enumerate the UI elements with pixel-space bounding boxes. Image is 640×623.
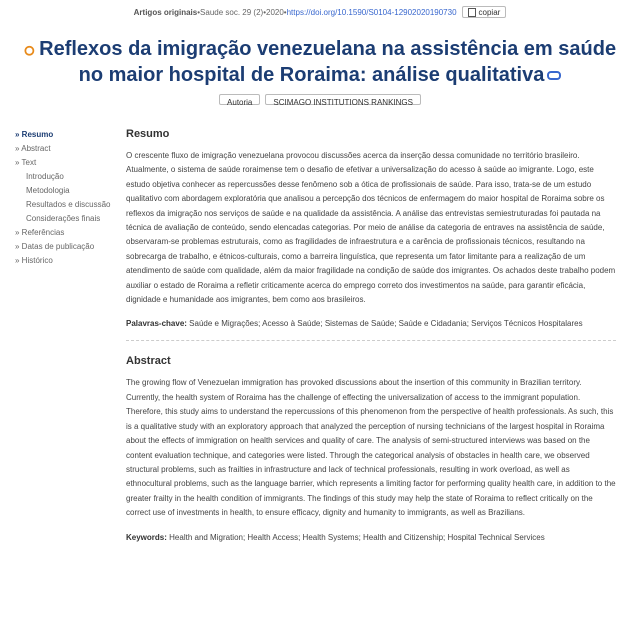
- article-main: [126, 128, 616, 544]
- abstract-keywords: [126, 531, 616, 544]
- meta-separator: •: [283, 7, 287, 17]
- nav-item-abstract[interactable]: » Abstract: [15, 144, 51, 153]
- keywords-label: Palavras-chave:: [126, 319, 187, 329]
- section-divider: [126, 340, 616, 341]
- section-label: Artigos originais: [133, 7, 198, 17]
- article-meta-bar: [0, 6, 640, 18]
- copy-icon: [468, 8, 476, 17]
- scimago-rankings-button[interactable]: SCIMAGO INSTITUTIONS RANKINGS: [265, 94, 421, 105]
- resumo-keywords: [126, 317, 616, 330]
- publication-year: 2020: [266, 7, 284, 17]
- resumo-section: [126, 128, 616, 330]
- nav-item-consideracoes[interactable]: Considerações finais: [26, 214, 101, 223]
- resumo-heading: Resumo: [126, 128, 170, 140]
- authorship-button[interactable]: Autoria: [219, 94, 260, 105]
- nav-item-historico[interactable]: » Histórico: [15, 256, 53, 265]
- article-title-block: [20, 36, 620, 88]
- journal-issue: Saude soc. 29 (2): [200, 7, 264, 17]
- abstract-heading: Abstract: [126, 355, 171, 368]
- abstract-section: [126, 355, 616, 543]
- nav-item-introducao[interactable]: Introdução: [26, 172, 64, 181]
- doi-link[interactable]: https://doi.org/10.1590/S0104-12902020190730: [286, 7, 457, 17]
- open-access-icon: ဝ: [23, 38, 36, 60]
- keywords-label: Keywords:: [126, 532, 167, 542]
- nav-item-datas[interactable]: » Datas de publicação: [15, 242, 95, 251]
- nav-item-referencias[interactable]: » Referências: [15, 228, 65, 237]
- meta-separator: •: [197, 7, 201, 17]
- nav-item-resultados[interactable]: Resultados e discussão: [26, 200, 111, 209]
- nav-item-resumo[interactable]: » Resumo: [15, 130, 54, 139]
- resumo-text: O crescente fluxo de imigração venezuelana provocou discussões acerca da inserção dessa comunidade no território brasileiro. Atualmente, o sistema de saúde roraimense tem o desafio de efetivar a universalização do acesso à saúde ao imigrante. Logo, este estudo objetiva conhecer as repercussões desse fenômeno sob a ótica de profissionais de saúde. Para isso, trata-se de um estudo qualitativo com abordagem exploratória que analisou a percepção dos técnicos de enfermagem do maior hospital de Roraima sobre os reflexos da imigração nos serviços de saúde e na qualidade da assistência. A análise das entrevistas semiestruturadas foi pautada na técnica de avaliação de conteúdo, sendo elencadas categorias. Por meio de análise da categoria de entraves na assistência de saúde, observaram-se problemas estruturais, como as fragilidades de infraestrutura e a carência de profissionais técnicos, resultando na sobrecarga de trabalho, e étnicos-culturais, como a barreira linguística, que representa um fator limitante para a realização de um atendimento de saúde com qualidade, além da maior fragilidade na condição de saúde dos imigrantes. Os achados deste trabalho podem auxiliar o estado de Roraima a refletir criticamente acerca do emprego correto dos investimentos na saúde, para garantir eficácia, dignidade e humanidade aos imigrantes, bem como aos brasileiros.: [126, 151, 616, 305]
- nav-item-metodologia[interactable]: Metodologia: [26, 186, 70, 195]
- article-title: Reflexos da imigração venezuelana na assistência em saúde no maior hospital de Roraima: análise qualitativa: [39, 38, 617, 86]
- article-sidebar-nav: [15, 128, 120, 268]
- nav-item-text[interactable]: » Text: [15, 158, 37, 167]
- article-actions: [0, 94, 640, 105]
- copy-doi-button[interactable]: [462, 6, 507, 18]
- permalink-icon[interactable]: [547, 71, 561, 80]
- meta-separator: •: [263, 7, 266, 17]
- keywords-text: Saúde e Migrações; Acesso à Saúde; Sistemas de Saúde; Saúde e Cidadania; Serviços Técnicos Hospitalares: [189, 319, 583, 329]
- keywords-text: Health and Migration; Health Access; Health Systems; Health and Citizenship; Hospital Technical Services: [169, 532, 545, 542]
- copy-button-label: copiar: [478, 7, 501, 17]
- abstract-text: The growing flow of Venezuelan immigration has provoked discussions about the insertion of this community in Brazilian territory. Currently, the health system of Roraima has the challenge of effecting the universalization of access to the immigrant population. Therefore, this study aims to understand the repercussions of this phenomenon from the perspective of health professionals. As such, this is a qualitative study with an exploratory approach that analyzed the perception of nursing technicians of the largest hospital in Roraima about the effects of immigration on health services and quality of care. The analysis of semi-structured interviews was based on the content evaluation technique, and categories were listed. Through the categorical analysis of obstacles in health care, we observed structural problems, such as frailties in infrastructure and lack of technical professionals, resulting in work overload, as well as ethnocultural problems, such as the language barrier, which represents a limiting factor for performing quality health care, in addition to the greater frailty in the health condition of immigrants. The findings of this study may help the state of Roraima to reflect critically on the correct use of investments in health, to ensure efficacy, dignity and humanity to immigrants, as well as Brazilians.: [126, 378, 616, 518]
